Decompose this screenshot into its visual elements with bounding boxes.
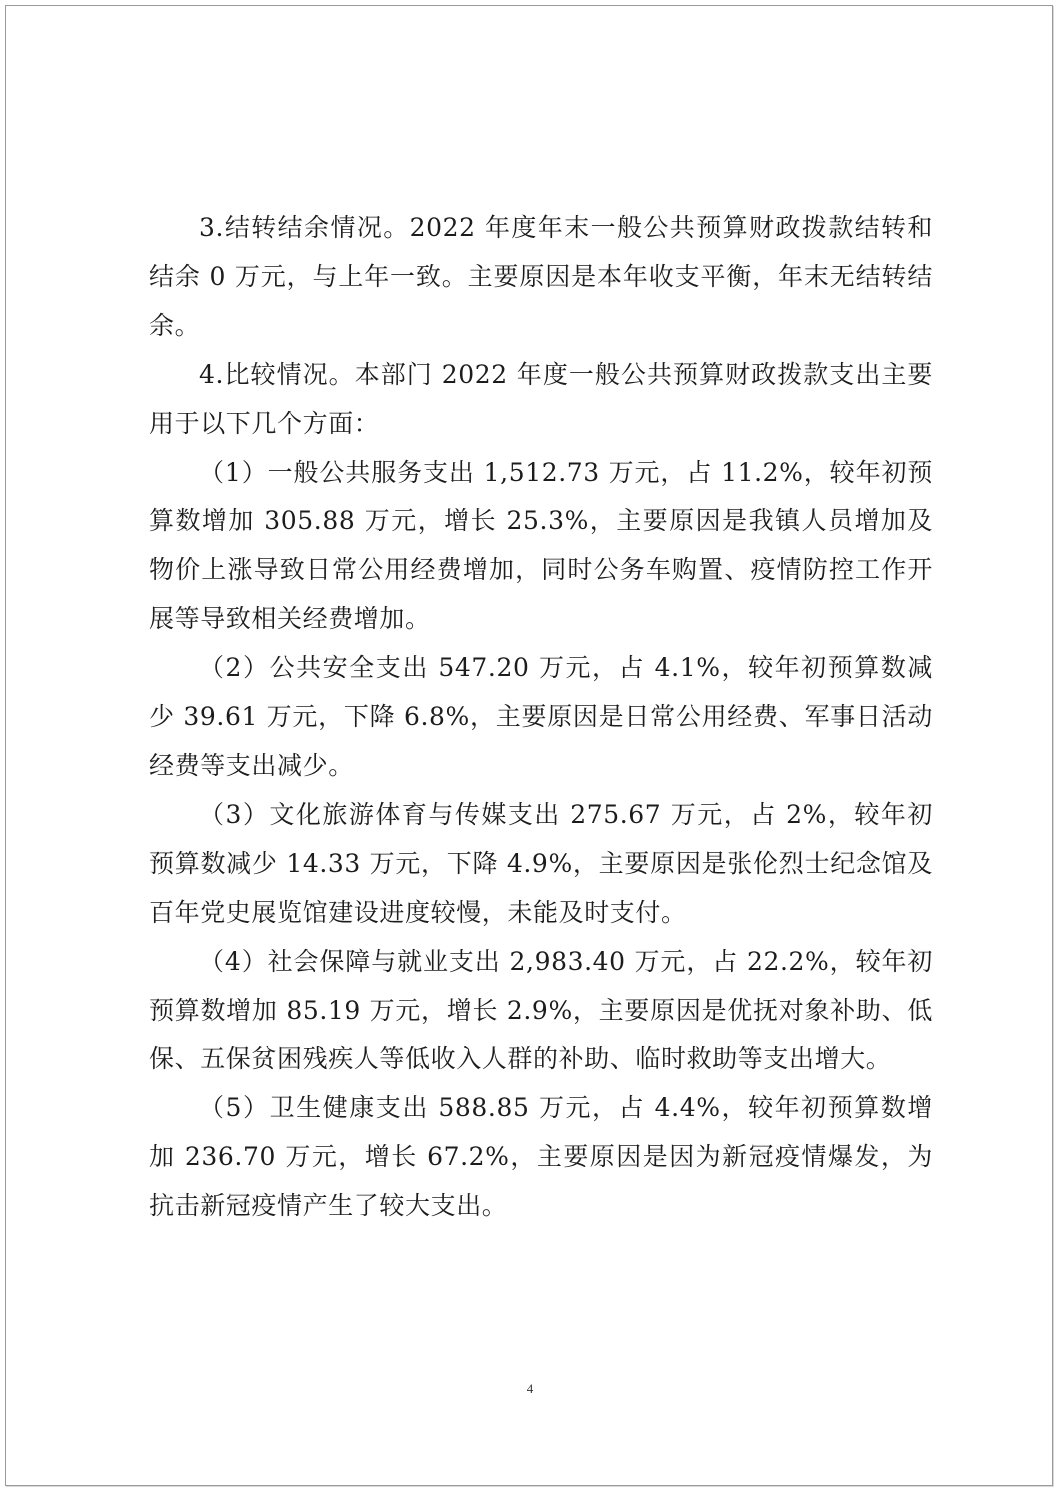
document-page (5, 5, 1053, 1486)
page-number: 4 (526, 1381, 534, 1396)
paragraph-comparison-intro: 4.比较情况。本部门 2022 年度一般公共预算财政拨款支出主要用于以下几个方面： (149, 359, 933, 438)
paragraph-social-security-employment: （4）社会保障与就业支出 2,983.40 万元，占 22.2%，较年初预算数增加 85.19 万元，增长 2.9%，主要原因是优抚对象补助、低保、五保贫困残疾人等低收入人群的补助、临时救助等支出增大。 (149, 946, 933, 1074)
paragraph-health: （5）卫生健康支出 588.85 万元，占 4.4%，较年初预算数增加 236.70 万元，增长 67.2%，主要原因是因为新冠疫情爆发，为抗击新冠疫情产生了较大支出。 (149, 1093, 933, 1221)
document-body (149, 204, 933, 1231)
paragraph-public-security: （2）公共安全支出 547.20 万元，占 4.1%，较年初预算数减少 39.61 万元，下降 6.8%，主要原因是日常公用经费、军事日活动经费等支出减少。 (149, 653, 933, 780)
paragraph-culture-tourism-sports-media: （3）文化旅游体育与传媒支出 275.67 万元，占 2%，较年初预算数减少 14.33 万元，下降 4.9%，主要原因是张伦烈士纪念馆及百年党史展览馆建设进度较慢，未能及时支付。 (149, 799, 933, 927)
paragraph-general-public-services: （1）一般公共服务支出 1,512.73 万元，占 11.2%，较年初预算数增加 305.88 万元，增长 25.3%，主要原因是我镇人员增加及物价上涨导致日常公用经费增加，同时公务车购置、疫情防控工作开展等导致相关经费增加。 (149, 457, 933, 634)
paragraph-carryover-balance: 3.结转结余情况。2022 年度年末一般公共预算财政拨款结转和结余 0 万元，与上年一致。主要原因是本年收支平衡，年末无结转结余。 (149, 213, 933, 340)
